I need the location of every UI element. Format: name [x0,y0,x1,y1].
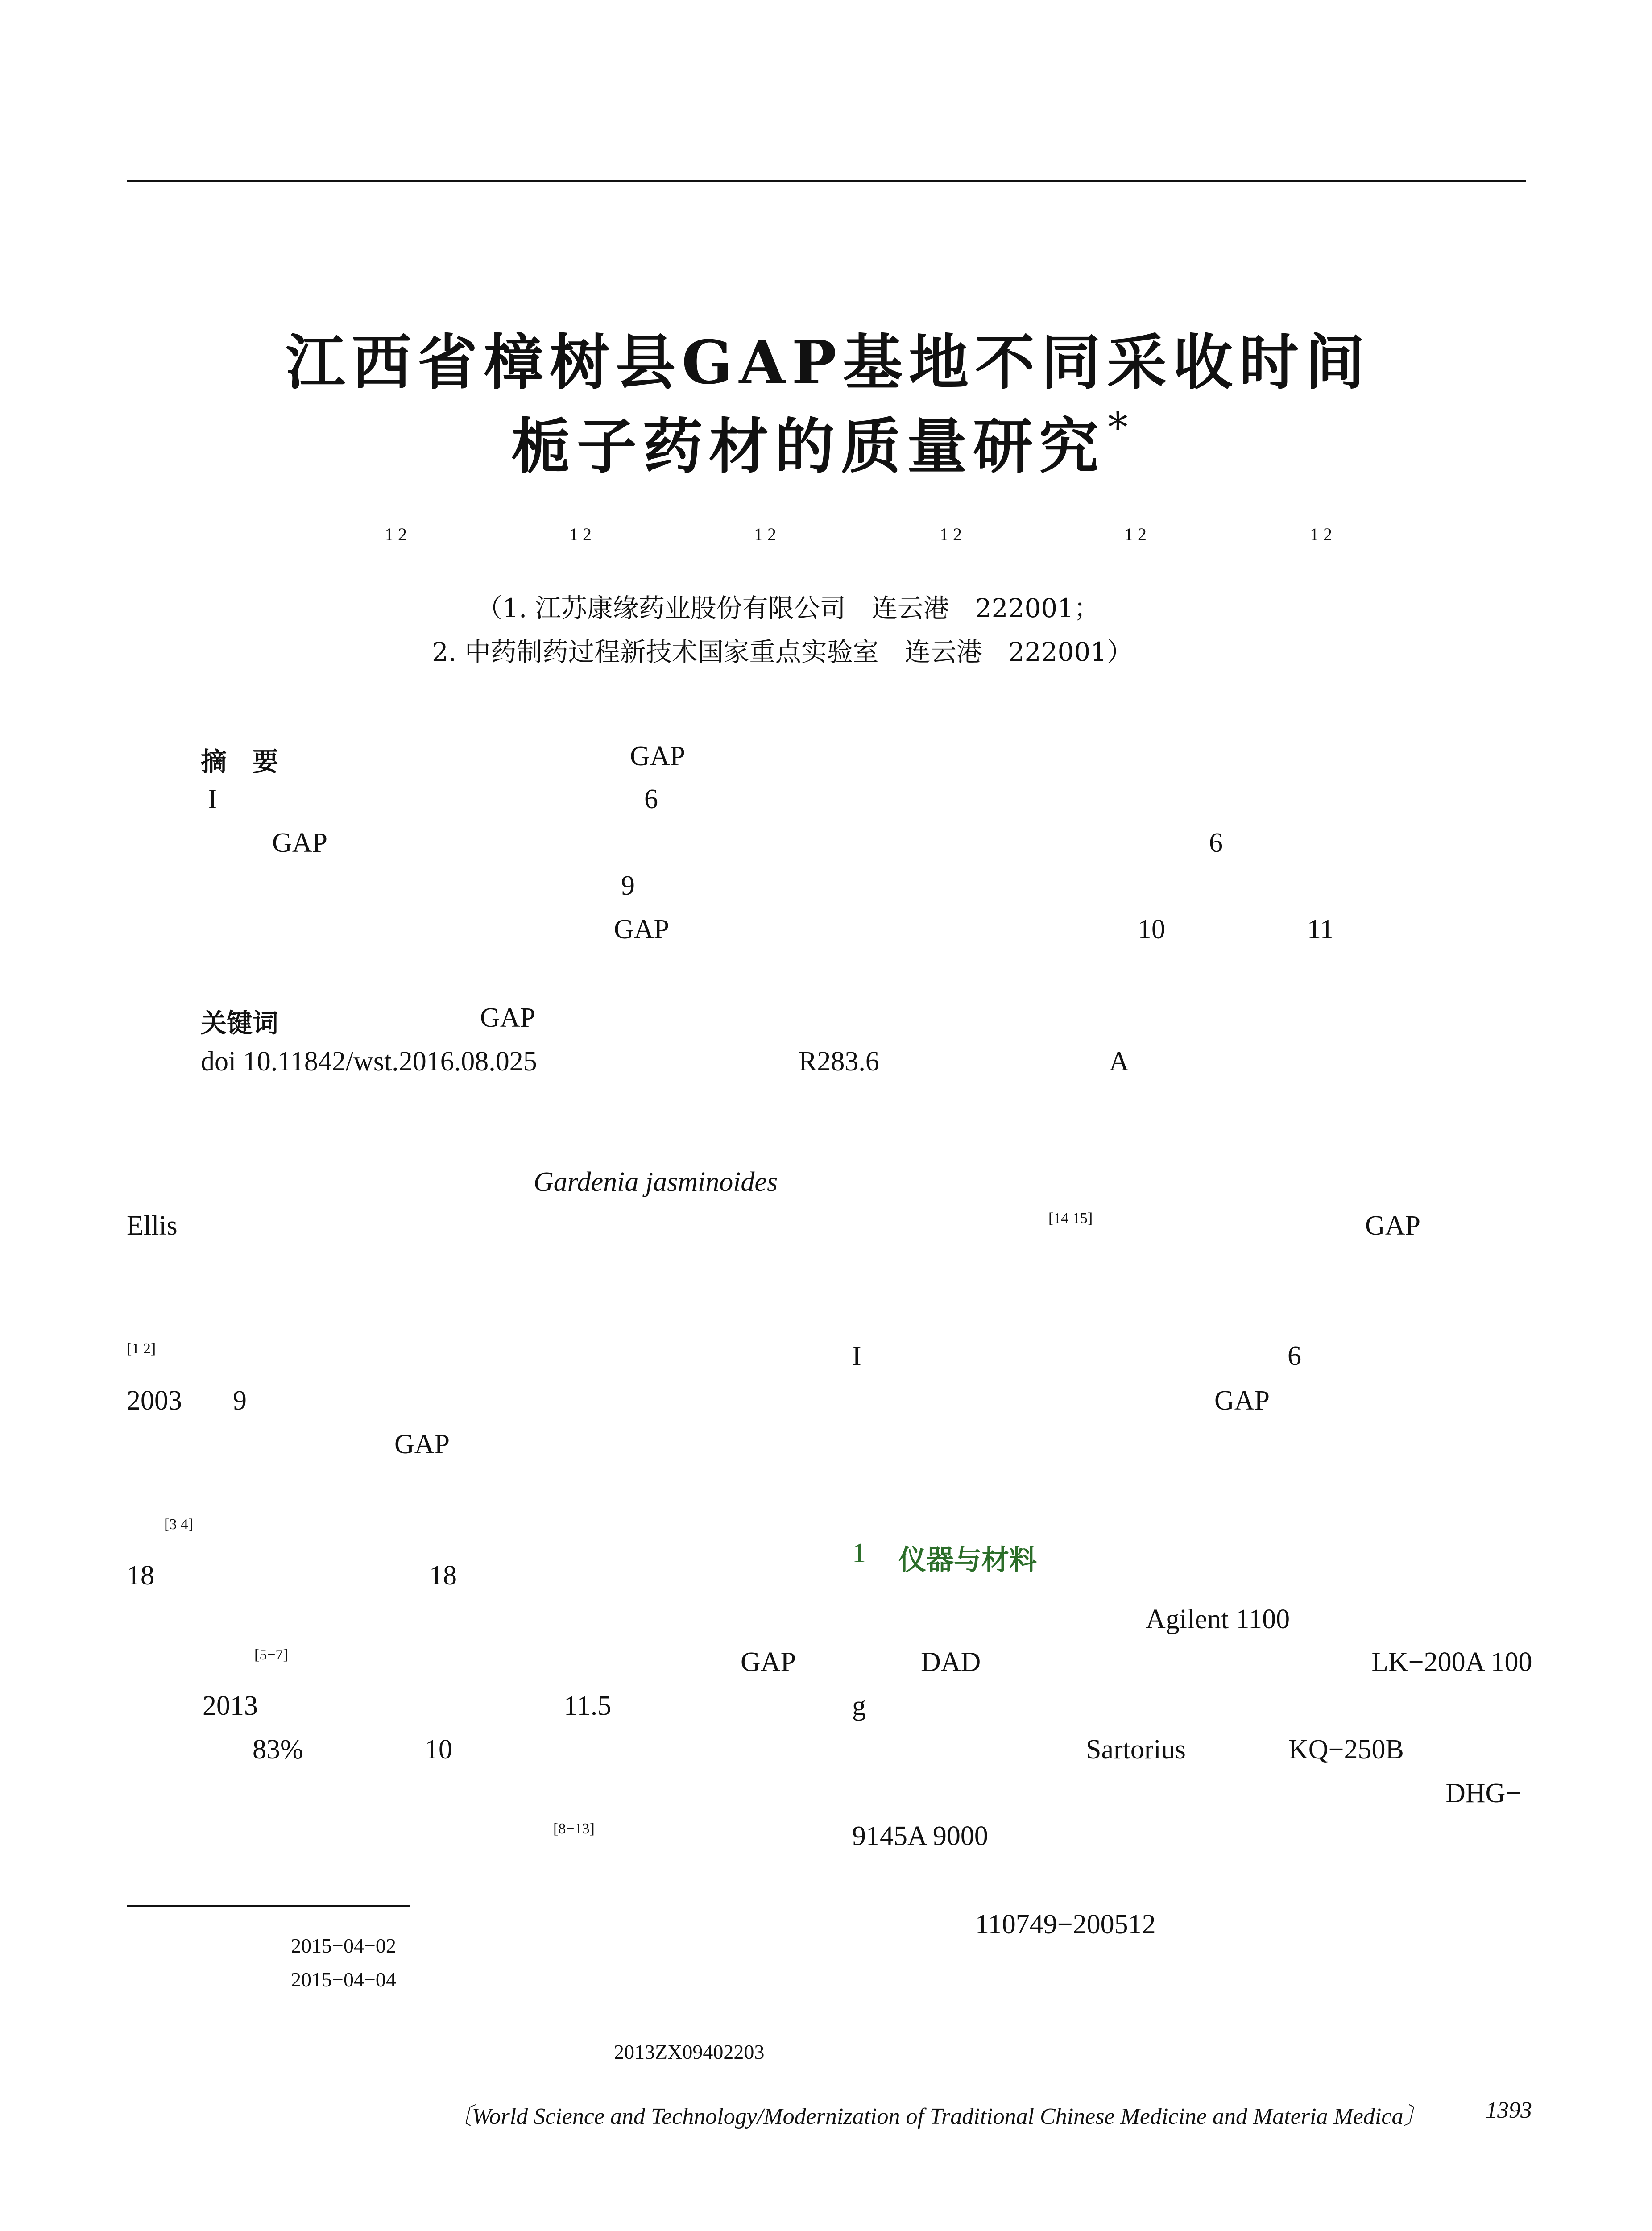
received-date: 2015−04−02 [291,1934,396,1957]
body-fragment: 18 [127,1560,154,1591]
abstract-fragment: 10 [1138,914,1165,945]
abstract-fragment: 6 [644,784,658,814]
journal-footer: 〔World Science and Technology/Modernization of Traditional Chinese Medicine and Materia Medica〕 [449,2104,1427,2129]
header-rule [127,180,1526,182]
abstract-fragment: GAP [272,828,328,858]
citation: [3 4] [164,1516,194,1533]
footnote-rule [127,1905,410,1907]
body-fragment: 2013 [203,1691,258,1721]
instrument: KQ−250B [1288,1734,1404,1765]
instrument: 9145A 9000 [852,1821,988,1851]
author-affil-sup: 1 2 [1310,524,1332,544]
author-affil-sup: 1 2 [940,524,962,544]
title-line-2 [511,399,1128,485]
abstract-fragment: I [208,784,217,814]
keywords-value: GAP [480,1003,536,1033]
author-affil-sup: 1 2 [1124,524,1147,544]
page-number: 1393 [1486,2098,1532,2123]
body-fragment: 83% [253,1734,303,1765]
instrument: DHG− [1445,1778,1521,1808]
citation: [8−13] [553,1820,595,1837]
title-line-1: 江西省樟树县GAP基地不同采收时间 [286,327,1371,398]
instrument: Agilent 1100 [1146,1604,1290,1634]
document-code: A [1109,1046,1129,1077]
citation: [14 15] [1048,1210,1093,1227]
body-fragment: g [852,1691,866,1721]
clc-number: R283.6 [799,1046,879,1077]
abstract-label: 摘 要 [201,746,279,777]
instrument: DAD [921,1647,981,1677]
body-fragment: 2003 [127,1385,182,1416]
body-fragment: GAP [1365,1211,1421,1241]
reference-standard: 110749−200512 [975,1909,1156,1940]
section-heading: 仪器与材料 [898,1543,1037,1576]
body-fragment: 6 [1288,1341,1301,1371]
body-fragment: GAP [1214,1385,1270,1416]
abstract-fragment: GAP [614,914,670,945]
affiliation-line-1: （1. 江苏康缘药业股份有限公司 连云港 222001； [476,593,1100,623]
doi: doi 10.11842/wst.2016.08.025 [201,1046,537,1077]
species-name: Gardenia jasminoides [534,1167,778,1197]
instrument: Sartorius [1086,1734,1186,1765]
citation: [1 2] [127,1340,156,1357]
keywords-label: 关键词 [201,1008,279,1038]
body-fragment: 9 [233,1385,247,1416]
abstract-fragment: 11 [1307,914,1334,945]
instrument: LK−200A 100 [1371,1647,1532,1677]
author-affil-sup: 1 2 [569,524,592,544]
body-fragment: 10 [425,1734,452,1765]
body-fragment: GAP [394,1429,450,1460]
body-fragment: GAP [741,1647,796,1677]
body-fragment: 18 [429,1560,457,1591]
section-number: 1 [852,1538,866,1568]
affiliation-line-2: 2. 中药制药过程新技术国家重点实验室 连云港 222001） [432,637,1133,667]
title-line-2-text: 栀子药材的质量研究 [511,411,1105,481]
revised-date: 2015−04−04 [291,1968,396,1991]
body-fragment: I [852,1341,861,1371]
body-fragment: Ellis [127,1211,178,1241]
author-affil-sup: 1 2 [385,524,407,544]
abstract-fragment: 9 [621,871,635,901]
title-footnote-mark: * [1108,404,1128,451]
abstract-fragment: GAP [630,741,686,771]
body-fragment: 11.5 [564,1691,612,1721]
citation: [5−7] [254,1646,288,1663]
abstract-fragment: 6 [1209,828,1223,858]
author-affil-sup: 1 2 [754,524,776,544]
grant-number: 2013ZX09402203 [614,2040,765,2063]
